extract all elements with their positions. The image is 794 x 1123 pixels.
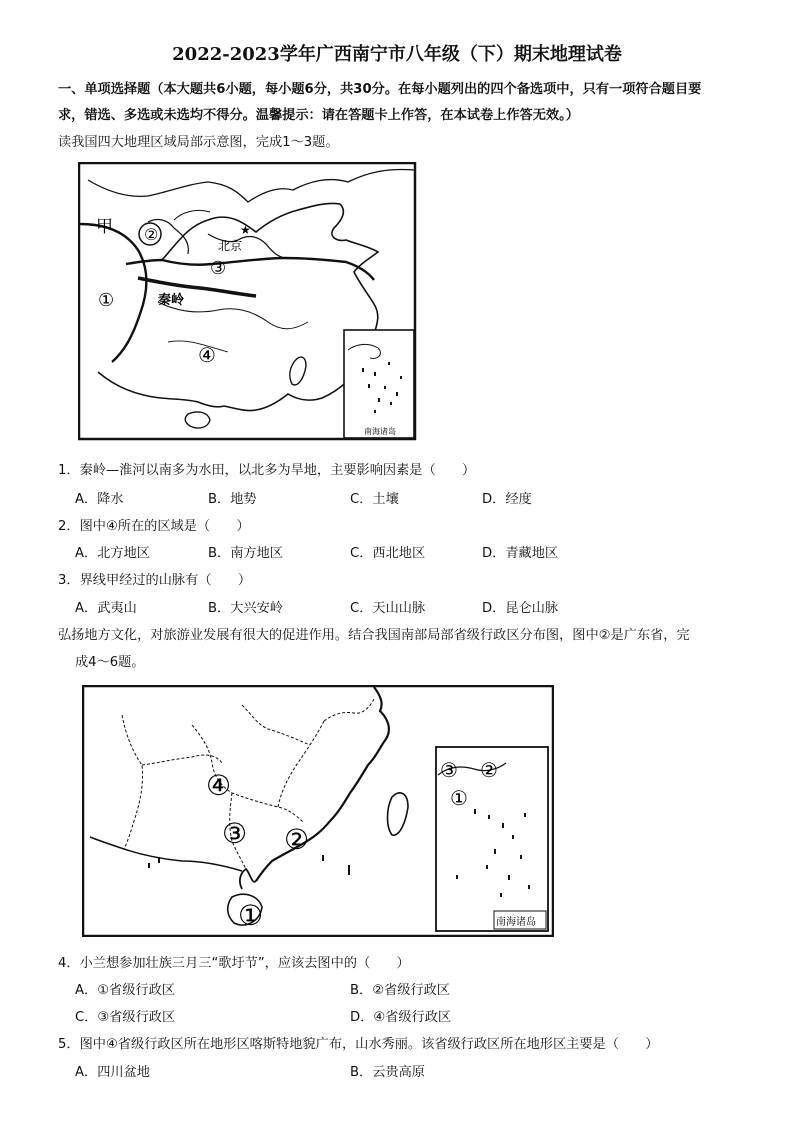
map2-label-3: ③ [222, 817, 248, 850]
intro-text-2-line1: 弘扬地方文化，对旅游业发展有很大的促进作用。结合我国南部局部省级行政区分布图，图中②是广东省，完 [58, 628, 690, 643]
question-1-option-d[interactable]: D．经度 [482, 492, 532, 507]
question-2-option-d[interactable]: D．青藏地区 [482, 546, 559, 561]
section-instructions-line2: 求，错选、多选或未选均不得分。温馨提示：请在答题卡上作答，在本试卷上作答无效。） [58, 108, 579, 123]
question-2-option-b[interactable]: B．南方地区 [208, 546, 283, 561]
map1-label-jia: 甲 [96, 217, 113, 237]
map2-label-4: ④ [206, 769, 232, 802]
map1-label-4: ④ [198, 343, 216, 367]
map2-label-2: ② [284, 823, 310, 856]
map1-label-3: ③ [210, 258, 227, 279]
question-3-option-b[interactable]: B．大兴安岭 [208, 601, 283, 616]
question-3-stem: 3．界线甲经过的山脉有（ ） [58, 573, 252, 588]
question-1-option-b[interactable]: B．地势 [208, 492, 257, 507]
map1-label-beijing: 北京 [218, 239, 243, 253]
question-2-option-a[interactable]: A．北方地区 [75, 546, 150, 561]
question-3-option-a[interactable]: A．武夷山 [75, 601, 137, 616]
question-4-stem: 4．小兰想参加壮族三月三“歌圩节”，应该去图中的（ ） [58, 956, 410, 971]
question-2-stem: 2．图中④所在的区域是（ ） [58, 519, 250, 534]
page-title: 2022-2023学年广西南宁市八年级（下）期末地理试卷 [172, 44, 622, 65]
question-5-option-a[interactable]: A．四川盆地 [75, 1065, 150, 1080]
question-3-option-d[interactable]: D．昆仑山脉 [482, 601, 559, 616]
question-5-stem: 5．图中④省级行政区所在地形区喀斯特地貌广布，山水秀丽。该省级行政区所在地形区主要是（ ） [58, 1037, 659, 1052]
question-1-option-c[interactable]: C．土壤 [350, 492, 399, 507]
question-2-option-c[interactable]: C．西北地区 [350, 546, 426, 561]
question-4-option-d[interactable]: D．④省级行政区 [350, 1010, 452, 1025]
map1-label-qinling: 秦岭 [158, 293, 185, 308]
china-regions-map [78, 162, 418, 442]
question-5-option-b[interactable]: B．云贵高原 [350, 1065, 425, 1080]
question-1-stem: 1．秦岭—淮河以南多为水田，以北多为旱地，主要影响因素是（ ） [58, 463, 476, 478]
section-instructions-line1: 一、单项选择题（本大题共6小题，每小题6分，共30分。在每小题列出的四个备选项中，只有一项符合题目要 [58, 82, 702, 97]
question-4-option-b[interactable]: B．②省级行政区 [350, 983, 450, 998]
intro-text-1: 读我国四大地理区域局部示意图，完成1～3题。 [58, 135, 339, 150]
map1-label-1: ① [98, 290, 115, 311]
map2-inset-label-3: ③ [440, 758, 458, 782]
south-china-provinces-map [82, 685, 554, 937]
question-1-option-a[interactable]: A．降水 [75, 492, 124, 507]
map2-inset-label: 南海诸岛 [496, 917, 536, 928]
intro-text-2-line2: 成4～6题。 [75, 655, 145, 670]
map2-inset-label-1: ① [450, 786, 468, 810]
map1-label-2: ② [144, 225, 159, 244]
map2-inset-label-2: ② [480, 758, 498, 782]
question-4-option-c[interactable]: C．③省级行政区 [75, 1010, 176, 1025]
question-4-option-a[interactable]: A．①省级行政区 [75, 983, 175, 998]
map2-label-1: ① [238, 899, 264, 932]
svg-text:★: ★ [240, 223, 251, 237]
map1-inset-label: 南海诸岛 [364, 427, 396, 436]
question-3-option-c[interactable]: C．天山山脉 [350, 601, 426, 616]
